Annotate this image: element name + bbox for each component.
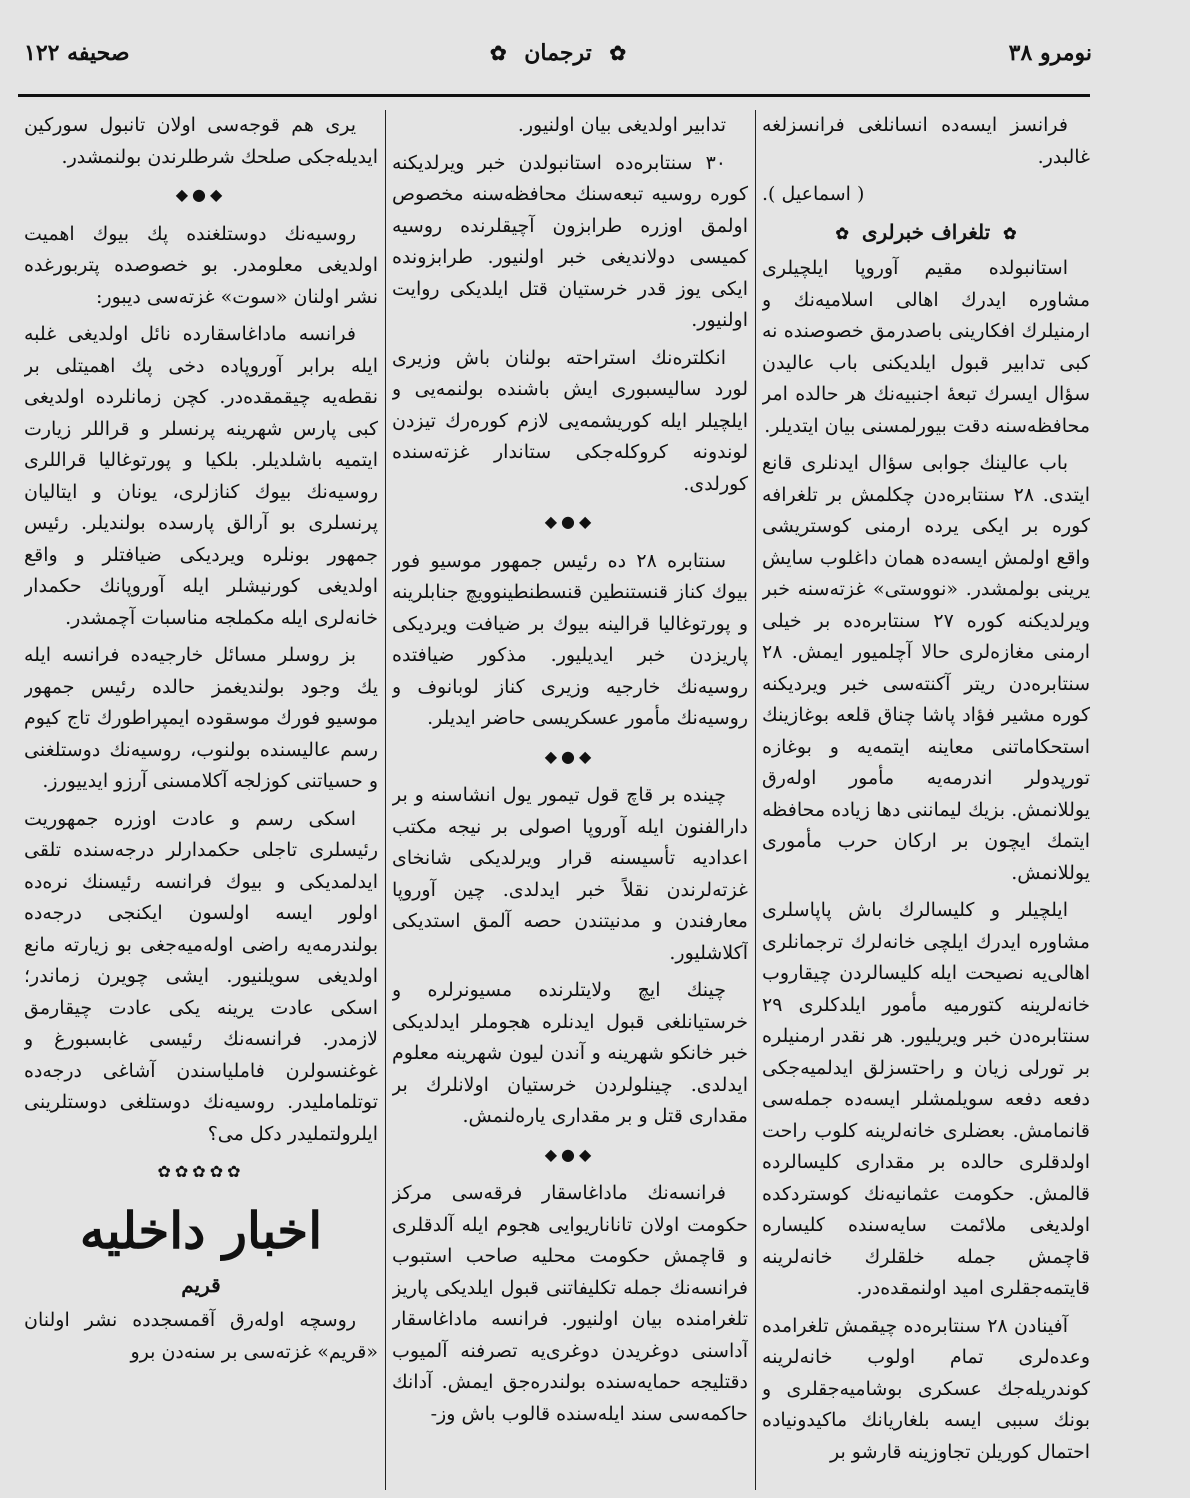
ornament-icon: ✿ [835, 223, 849, 243]
newspaper-title [24, 40, 1092, 66]
ornament-icon: ✿ [1003, 223, 1017, 243]
issue-number: نومرو ۳۸ [1008, 40, 1092, 66]
separator-ornament: ◆●◆ [175, 185, 227, 204]
article-paragraph: تدابیر اولدیغی بیان اولنیور. [517, 114, 726, 136]
article-paragraph: باب عالینك جوابی سؤال ایدنلری قانع ایتدی. ۲۸ سنتابره‌دن چكلمش بر تلغرافه كوره بر ایكی یرده ارمنی كوستریشی واقع اولمش ایسه‌ده همان داغلوب سایش یرینی بولمشدر. «نووستی» غزته‌سنه خبر ویرلدیكنه كوره ۲۷ سنتابره‌ده بر خیلی ارمنی مغازه‌لری حالا آچلمیور ایمش. ۲۸ سنتابره‌دن ریتر آكنته‌سی خبر ویردیكنه كوره مشیر فؤاد پاشا چناق قلعه بوغازینك استحكاماتنی معاینه ایتمه‌یه و بوغازه تورپدولر اندرمه‌یه مأمور اوله‌رق یوللانمش. بزیك لیماننی دها زیاده محافظه ایتمك ایچون بر اركان حرب مأموری یوللانمش. [762, 452, 1090, 884]
article-paragraph: ۳۰ سنتابره‌ده استانبولدن خبر ویرلدیكنه كوره روسیه تبعه‌سنك محافظه‌سنه مخصوص اولمق اوزره طرابزون آچیقلرنده روسیه كمیسی دولاندیغی خبر اولنیور. طرابزونده ایكی یوز قدر خرستیان قتل ایلدیكی روایت اولنیور. [392, 151, 748, 331]
article-paragraph: اسكی رسم و عادت اوزره جمهوریت رئیسلری تاجلی حكمدارلر درجه‌سنده تلقی ایدلمدیكی و بیوك فرانسه رئیسنك نره‌ده اولور ایسه اولسون ایكنجی درجه‌ده بولندرمه‌یه راضی اوله‌میه‌جغی بو زیارته مانع اولدیغی سویلنیور. ایشی چویرن زماندر؛ اسكی عادت یرینه یكی عادت چیقارمق لازمدر. فرانسه‌نك رئیسی غابسبورغ و غوغنسولرن فاملیاسندن آشاغی درجه‌ده توتلمامليدر. روسیه‌نك دوستلغی دوستلرینی ایلرولتمليدر دكل می؟ [24, 807, 378, 1145]
article-paragraph: بز روسلر مسائل خارجیه‌ده فرانسه ایله یك وجود بولندیغمز حالده رئیس جمهور موسیو فورك موسقوده ایمپراطورك تاج كیوم رسم عالیسنده بولنوب، روسیه‌نك دوستلغنی و حسیاتنی كوزلجه آكلامسنی آرزو ایدییورز. [24, 644, 378, 792]
article-paragraph: روسچه اوله‌رق آقمسجدده نشر اولنان «قریم» غزته‌سی بر سنه‌دن برو [24, 1309, 378, 1363]
separator-ornament: ✿✿✿✿✿ [157, 1162, 245, 1181]
article-paragraph: فرانسز ایسه‌ده انسانلغی فرانسزلغه غالبدر. [762, 114, 1090, 168]
article-paragraph: انكلتره‌نك استراحته بولنان باش وزیری لورد سالیسبوری ایش باشنده بولنمه‌یی و ایلچیلر ایله كوریشمه‌یی لازم كوره‌رك تیزدن لوندونه كروكله‌جكی ستاندار غزته‌سنده كورلدی. [392, 346, 748, 495]
signature: ( اسماعیل ). [762, 183, 865, 205]
article-paragraph: فرانسه‌نك ماداغاسقار فرقه‌سی مركز حكومت اولان تاناناریوایی هجوم ایله آلدقلری و قاچمش حكومت محلیه صاحب استبوب فرانسه‌نك جمله تكلیفاتنی قبول ایلدیكی پاریز تلغرامنده بیان اولنیور. فرانسه ماداغاسقار آداسنی دوغریدن دوغری‌یه تصرفنه آلمیوب دقتلیجه حمایه‌سنده بولندره‌جق ایمش. آدانك حاكمه‌سی سند ایله‌سنده قالوب باش وز- [392, 1182, 748, 1425]
article-paragraph: یری هم قوجه‌سی اولان تانبول سوركین ایدیله‌جكی صلحك شرطلرندن بولنمشدر. [24, 114, 378, 168]
column-left [24, 110, 378, 1490]
masthead [24, 40, 1092, 92]
article-paragraph: روسیه‌نك دوستلغنده پك بیوك اهمیت اولدیغی معلومدر. بو خصوصده پتربورغده نشر اولنان «سوت» غزته‌سی دیبور: [24, 222, 378, 308]
article-paragraph: فرانسه ماداغاسقارده نائل اولدیغی غلبه ایله برابر آوروپاده دخی پك اهمیتلی بر نقطه‌یه چیقمقده‌در. كچن زمانلرده اولدیغی كبی پارس شهرینه پرنسلر و قراللر زیارت ایتمیه باشلدیلر. بلكیا و پورتوغالیا قراللری روسیه‌نك بیوك كنازلری، یونان و ایتالیان پرنسلری بو آرالق پارسده بولندیلر. رئیس جمهور بونلره ویردیكی ضیافتلر و واقع اولدیغی كورنیشلر ایله آوروپانك حكمدار خانه‌لری ایله مكملجه مناسبات آچمشدر. [24, 323, 378, 629]
column-divider [385, 110, 386, 1490]
section-heading-text: تلغراف خبرلری [861, 219, 991, 244]
article-paragraph: سنتابره ۲۸ ده رئیس جمهور موسیو فور بیوك كناز قنستنطین قنسطنطینوویچ جنابلرینه و پورتوغالیا قرالینه بیوك بر ضیافت ویردیكی پاریزدن خبر ایدیلیور. مذكور ضیافتده روسیه‌نك خارجیه وزیری كناز لوبانوف و روسیه‌نك مأمور عسكریسی حاضر ایدیلر. [392, 549, 748, 729]
article-paragraph: ایلچیلر و كلیسالرك باش پاپاسلری مشاوره ایدرك ایلچی خانه‌لرك ترجمانلری اهالی‌یه نصیحت ایله كلیسالردن چیقاروب خانه‌لرینه كتورمیه مأمور ایلدكلری ۲۹ سنتابره‌دن خبر ویریلیور. هر نقدر ارمنیلره بر تورلی زیان و راحتسزلق ایدلمیه‌جكی دفعه دفعه سویلمشلر ایسه‌ده جمله‌سی قانمامش. بعضلری خانه‌لرینه كلوب راحت اولدقلری حالده بر مقداری كلیسالرده قالمش. حكومت عثمانیه‌نك كوستردكده اولدیغی ملائمت سایه‌سنده كلیساره قاچمش جمله خلقلرك خانه‌لرینه قایتمه‌جقلری امید اولنمقده‌در. [762, 899, 1090, 1299]
column-middle [392, 110, 748, 1490]
newspaper-title-text: ترجمان [524, 40, 592, 66]
article-paragraph: آفینادن ۲۸ سنتابره‌ده چیقمش تلغرامده وعده‌لری تمام اولوب خانه‌لرینه كوندریله‌جك عسكری بوشامیه‌جقلری و بونك سببی ایسه بلغاریانك ماكیدونیاده احتمال كوریلن تجاوزینه قارشو بر [762, 1314, 1090, 1463]
masthead-rule [18, 94, 1090, 97]
column-divider [755, 110, 756, 1490]
article-paragraph: چینده بر قاچ قول تیمور یول انشاسنه و بر دارالفنون ایله آوروپا اصولی بر نیجه مكتب اعدادیه تأسیسنه قرار ویرلدیكی شانخای غزته‌لرندن نقلاً خبر ایدلدی. چین آوروپا معارفندن و مدنیتندن حصه آلمق استدیكی آكلاشلیور. [392, 784, 748, 964]
page-number: صحیفه ۱۲۲ [24, 40, 130, 66]
section-subtitle: قریم [181, 1272, 221, 1297]
ornament-icon: ✿ [489, 41, 507, 65]
ornament-icon: ✿ [609, 41, 627, 65]
article-paragraph: استانبولده مقیم آوروپا ایلچیلری مشاوره ایدرك اهالی اسلامیه‌نك و ارمنیلرك افكارینی باصدرمق خصوصنده نه كبی تدابیر قبول ایلدیكنی باب عالیدن سؤال ایسرك تبعهٔ اجنبیه‌نك هر حالده امر محافظه‌سنه دقت بیورلمسنی بیان ایتدیلر. [762, 257, 1090, 437]
column-right [762, 110, 1090, 1490]
article-paragraph: چینك ایچ ولایتلرنده مسیونرلره و خرستیانلغی قبول ایدنلره هجوملر ایدلدیكی خبر خانكو شهرینه و آندن لیون شهرینه معلوم ایدلدی. چینلولردن خرستیان اولانلرك بر مقداری قتل و بر مقداری یاره‌لنمش. [392, 979, 748, 1127]
section-title: اخبار داخلیه [79, 1200, 323, 1260]
separator-ornament: ◆●◆ [544, 512, 596, 531]
separator-ornament: ◆●◆ [544, 1144, 596, 1164]
section-heading [762, 217, 1090, 250]
separator-ornament: ◆●◆ [544, 746, 596, 766]
